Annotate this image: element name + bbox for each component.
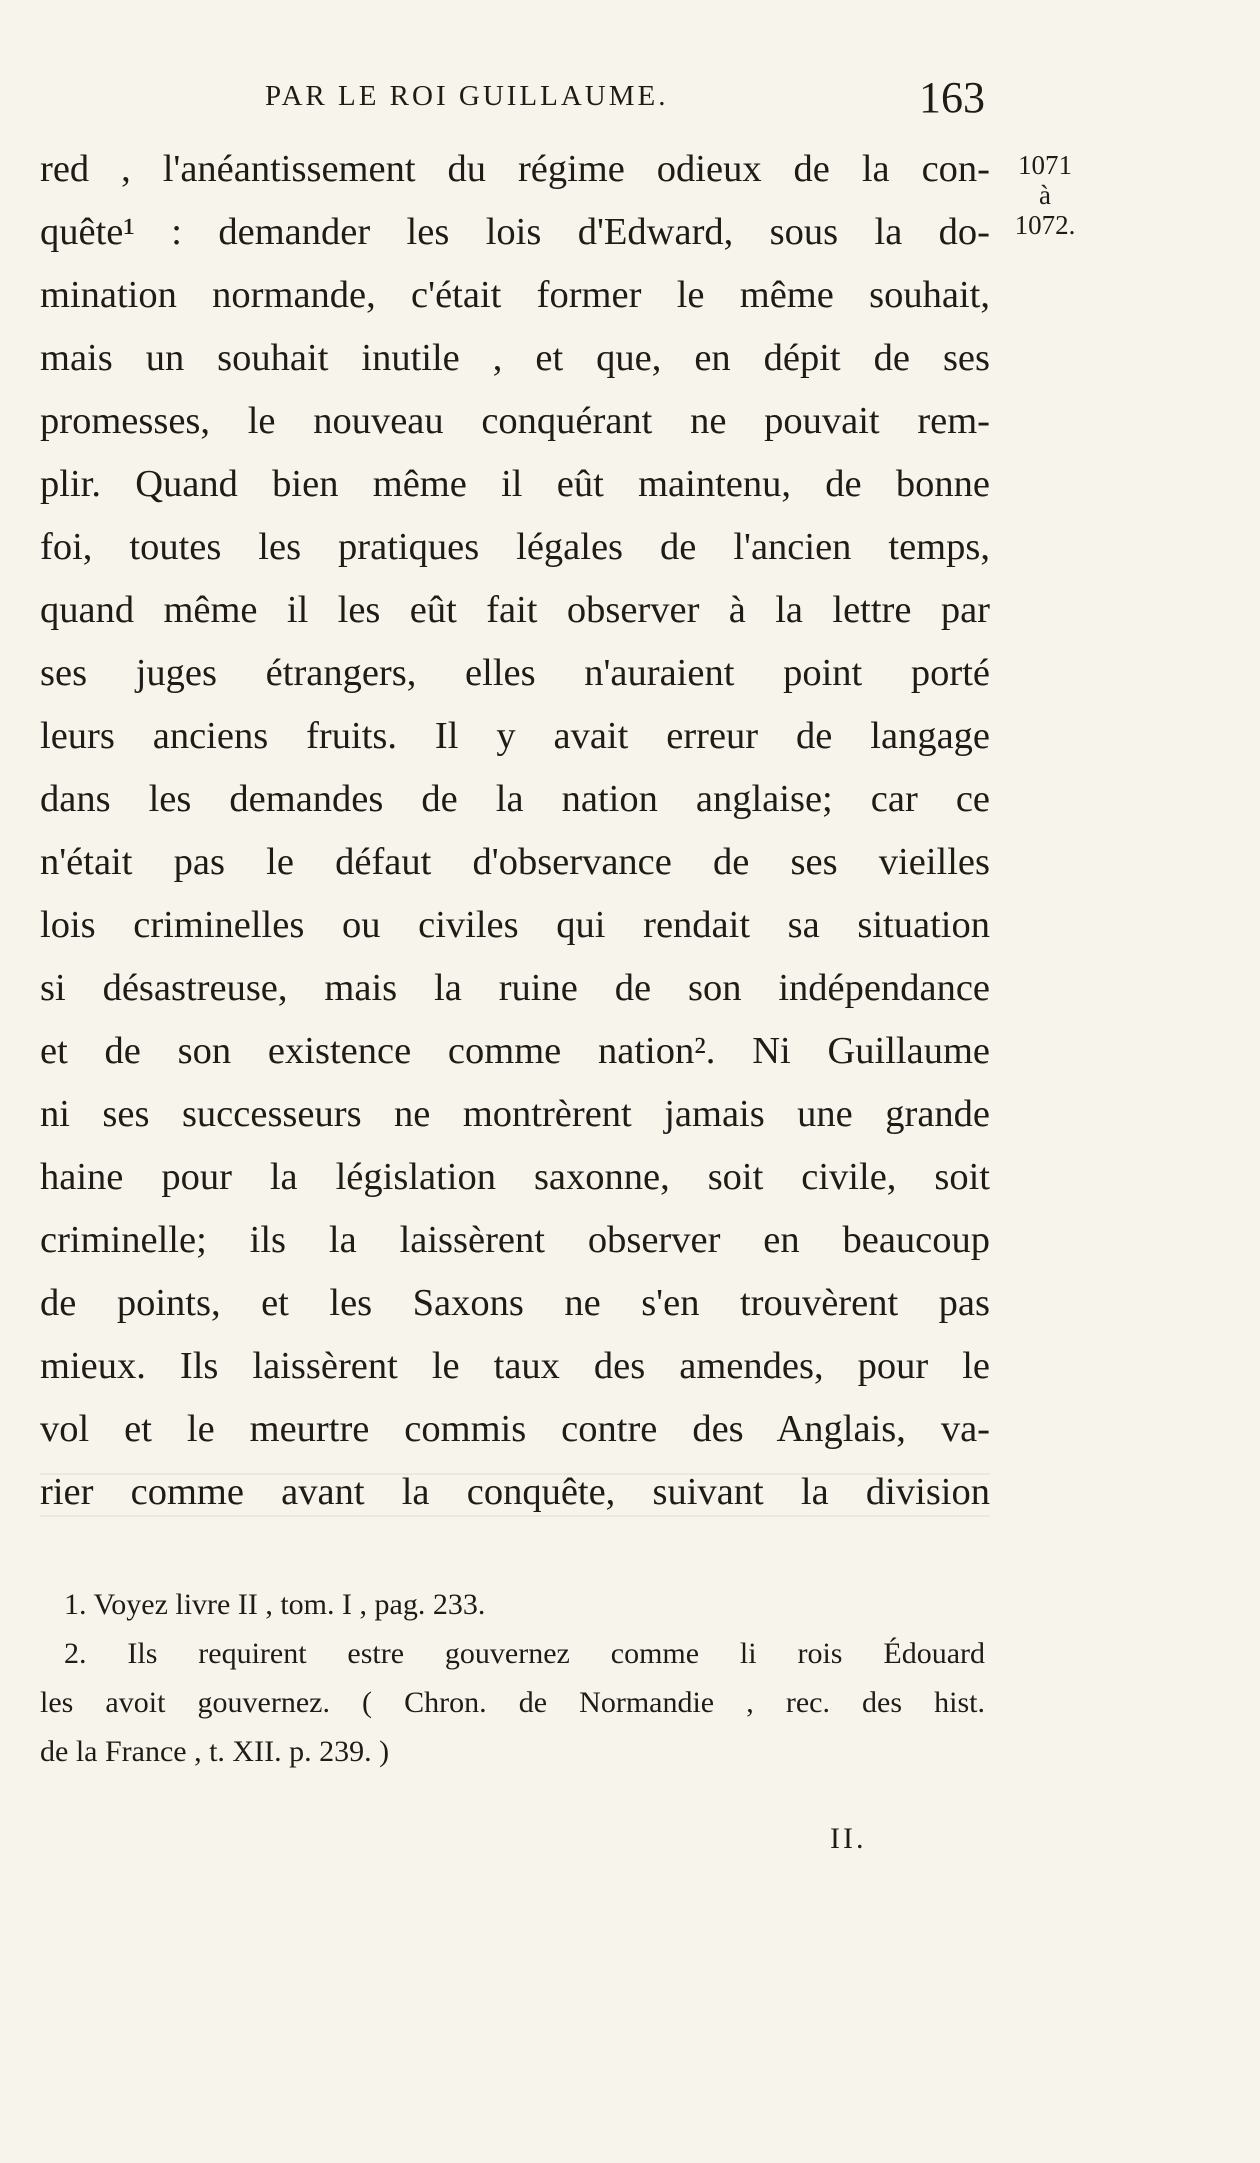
text-line: vol et le meurtre commis contre des Anglais, va- — [40, 1408, 990, 1450]
footnote-2-line-1: 2. Ils requirent estre gouvernez comme li rois Édouard — [64, 1637, 985, 1670]
text-line: quête¹ : demander les lois d'Edward, sous la do- — [40, 211, 990, 253]
text-line: n'était pas le défaut d'observance de ses vieilles — [40, 841, 990, 883]
text-line: mination normande, c'était former le même souhait, — [40, 274, 990, 316]
footnote-2-line-3: de la France , t. XII. p. 239. ) — [40, 1735, 390, 1768]
text-line: foi, toutes les pratiques légales de l'ancien temps, — [40, 526, 990, 568]
footnote-1: 1. Voyez livre II , tom. I , pag. 233. — [64, 1588, 486, 1621]
text-line: de points, et les Saxons ne s'en trouvèrent pas — [40, 1282, 990, 1324]
text-line: plir. Quand bien même il eût maintenu, de bonne — [40, 463, 990, 505]
text-line: red , l'anéantissement du régime odieux de la con- — [40, 148, 990, 190]
running-head — [265, 72, 985, 122]
body-text — [40, 138, 990, 1524]
page-number: 163 — [919, 73, 985, 122]
text-line: mieux. Ils laissèrent le taux des amendes, pour le — [40, 1345, 990, 1387]
text-line: haine pour la législation saxonne, soit civile, soit — [40, 1156, 990, 1198]
signature-mark: II. — [830, 1822, 867, 1855]
footnotes — [40, 1580, 985, 1776]
text-line: et de son existence comme nation². Ni Guillaume — [40, 1030, 990, 1072]
text-line: promesses, le nouveau conquérant ne pouvait rem- — [40, 400, 990, 442]
text-line: leurs anciens fruits. Il y avait erreur de langage — [40, 715, 990, 757]
margin-date-from: 1071 — [1018, 150, 1072, 180]
text-line: ni ses successeurs ne montrèrent jamais une grande — [40, 1093, 990, 1135]
text-line: criminelle; ils la laissèrent observer en beaucoup — [40, 1219, 990, 1261]
text-line: mais un souhait inutile , et que, en dépit de ses — [40, 337, 990, 379]
running-title: PAR LE ROI GUILLAUME. — [265, 80, 669, 112]
margin-date-note — [1000, 150, 1090, 240]
text-line: quand même il les eût fait observer à la lettre par — [40, 589, 990, 631]
text-line: si désastreuse, mais la ruine de son indépendance — [40, 967, 990, 1009]
text-line: rier comme avant la conquête, suivant la division — [40, 1471, 990, 1513]
margin-date-connector: à — [1039, 180, 1051, 210]
text-line: lois criminelles ou civiles qui rendait sa situation — [40, 904, 990, 946]
show-through-texture — [40, 1445, 990, 1535]
text-line: ses juges étrangers, elles n'auraient point porté — [40, 652, 990, 694]
footnote-2-line-2: les avoit gouvernez. ( Chron. de Normandie , rec. des hist. — [40, 1686, 985, 1719]
text-line: dans les demandes de la nation anglaise; car ce — [40, 778, 990, 820]
margin-date-to: 1072. — [1014, 210, 1076, 240]
